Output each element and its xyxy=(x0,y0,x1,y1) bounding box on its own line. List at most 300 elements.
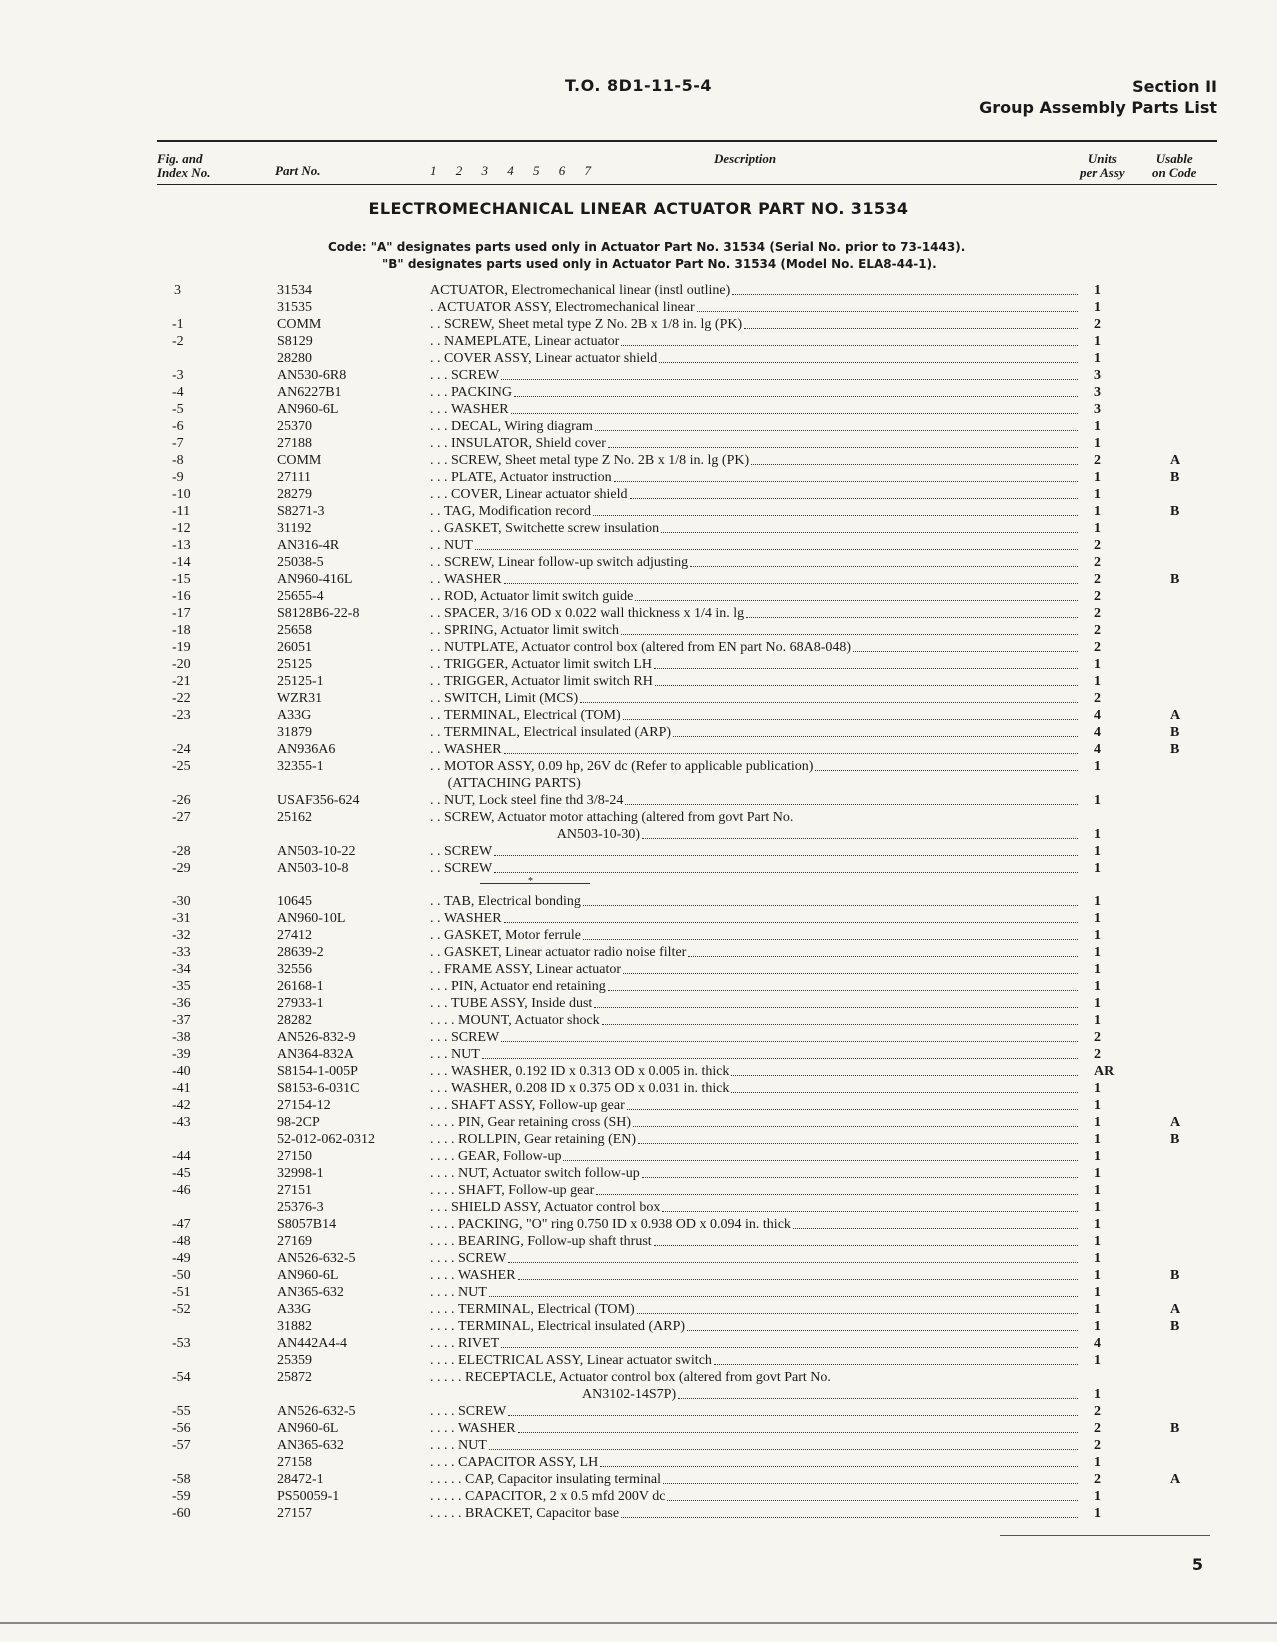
dot-leader xyxy=(627,1097,1078,1110)
description-text: RECEPTACLE, Actuator control box (altered from govt Part No. xyxy=(465,1370,831,1385)
table-row xyxy=(0,1233,1277,1250)
units-per-assy-cell: AR xyxy=(1094,1064,1115,1079)
fig-index-cell: -21 xyxy=(172,674,191,689)
description-cell xyxy=(430,758,1080,792)
indent-dots: . . . . xyxy=(430,1421,458,1436)
description-cell xyxy=(430,282,1080,299)
units-per-assy-cell: 1 xyxy=(1094,793,1101,808)
units-per-assy-cell: 1 xyxy=(1094,759,1101,774)
table-row xyxy=(0,1369,1277,1403)
parts-table xyxy=(0,282,1277,1522)
description-text: WASHER xyxy=(451,402,509,417)
part-number-cell: 32556 xyxy=(277,962,312,977)
fig-index-cell: -48 xyxy=(172,1234,191,1249)
units-per-assy-cell: 1 xyxy=(1094,1081,1101,1096)
description-cell xyxy=(430,605,1080,622)
table-row xyxy=(0,673,1277,690)
units-per-assy-cell: 2 xyxy=(1094,555,1101,570)
description-cell xyxy=(430,656,1080,673)
indent-dots: . . . xyxy=(430,979,451,994)
indent-dots: . . . . xyxy=(430,1115,458,1130)
dot-leader xyxy=(633,1114,1078,1127)
fig-index-cell: -55 xyxy=(172,1404,191,1419)
description-text: SHIELD ASSY, Actuator control box xyxy=(451,1200,661,1215)
fig-index-cell: -13 xyxy=(172,538,191,553)
usable-on-code-cell: B xyxy=(1170,725,1180,740)
part-number-cell: AN960-6L xyxy=(277,1421,339,1436)
description-text: WASHER, 0.192 ID x 0.313 OD x 0.005 in. thick xyxy=(451,1064,730,1079)
part-number-cell: 31879 xyxy=(277,725,312,740)
dot-leader xyxy=(662,1199,1078,1212)
dot-leader xyxy=(655,673,1078,686)
description-cell xyxy=(430,910,1080,927)
fig-index-cell: -6 xyxy=(172,419,184,434)
description-text: TAG, Modification record xyxy=(444,504,591,519)
fig-index-cell: -32 xyxy=(172,928,191,943)
description-text: SCREW xyxy=(451,368,500,383)
units-per-assy-cell: 2 xyxy=(1094,691,1101,706)
part-number-cell: WZR31 xyxy=(277,691,323,706)
indent-dots: . . xyxy=(430,589,444,604)
description-cell xyxy=(430,1454,1080,1471)
part-number-cell: 27158 xyxy=(277,1455,312,1470)
description-cell xyxy=(430,435,1080,452)
units-per-assy-cell: 1 xyxy=(1094,1319,1101,1334)
table-row xyxy=(0,520,1277,537)
table-row xyxy=(0,758,1277,792)
fig-index-cell: -52 xyxy=(172,1302,191,1317)
units-per-assy-cell: 1 xyxy=(1094,1251,1101,1266)
indent-dots: . . . . xyxy=(430,1438,458,1453)
part-number-cell: 25655-4 xyxy=(277,589,324,604)
usable-on-code-cell: A xyxy=(1170,1302,1181,1317)
indent-dots: . . . . xyxy=(430,1166,458,1181)
parts-list-title: ELECTROMECHANICAL LINEAR ACTUATOR PART NO. 31534 xyxy=(368,199,909,218)
units-per-assy-cell: 2 xyxy=(1094,1438,1101,1453)
table-row xyxy=(0,1488,1277,1505)
dot-leader xyxy=(623,961,1078,974)
part-number-cell: 27188 xyxy=(277,436,312,451)
description-cell xyxy=(430,843,1080,860)
dot-leader xyxy=(714,1352,1078,1365)
dot-leader xyxy=(697,299,1078,312)
part-number-cell: 25125 xyxy=(277,657,312,672)
units-per-assy-cell: 3 xyxy=(1094,385,1101,400)
dot-leader xyxy=(501,1335,1078,1348)
dot-leader xyxy=(687,1318,1078,1331)
dot-leader xyxy=(489,1437,1078,1450)
indent-dots: . . . xyxy=(430,436,451,451)
part-number-cell: AN503-10-22 xyxy=(277,844,356,859)
description-cell xyxy=(430,1267,1080,1284)
units-per-assy-cell: 1 xyxy=(1094,1013,1101,1028)
description-text: WASHER xyxy=(458,1421,516,1436)
units-per-assy-cell: 3 xyxy=(1094,368,1101,383)
description-cell xyxy=(430,520,1080,537)
table-row xyxy=(0,1182,1277,1199)
description-cell xyxy=(430,1233,1080,1250)
section-title: Group Assembly Parts List xyxy=(979,98,1217,117)
table-row xyxy=(0,1403,1277,1420)
part-number-cell: AN365-632 xyxy=(277,1438,344,1453)
description-cell xyxy=(430,1301,1080,1318)
description-cell xyxy=(430,333,1080,350)
dot-leader xyxy=(475,537,1078,550)
description-text: FRAME ASSY, Linear actuator xyxy=(444,962,622,977)
units-per-assy-cell: 4 xyxy=(1094,708,1101,723)
description-text: TRIGGER, Actuator limit switch LH xyxy=(444,657,653,672)
indent-dots: . . . . xyxy=(430,1251,458,1266)
dot-leader xyxy=(596,1182,1078,1195)
indent-dots: . . . xyxy=(430,1047,451,1062)
table-row xyxy=(0,1114,1277,1131)
units-per-assy-cell: 1 xyxy=(1094,657,1101,672)
table-row xyxy=(0,1029,1277,1046)
indent-dots: . . xyxy=(430,861,444,876)
table-row xyxy=(0,1267,1277,1284)
part-number-cell: 32355-1 xyxy=(277,759,324,774)
fig-index-cell: -17 xyxy=(172,606,191,621)
table-row xyxy=(0,1012,1277,1029)
units-per-assy-cell: 1 xyxy=(1094,945,1101,960)
fig-index-cell: -4 xyxy=(172,385,184,400)
units-per-assy-cell: 2 xyxy=(1094,589,1101,604)
description-cell xyxy=(430,809,1080,843)
description-continuation: AN3102-14S7P) xyxy=(582,1387,677,1402)
table-row xyxy=(0,554,1277,571)
dot-leader xyxy=(583,927,1078,940)
footer-rule xyxy=(1000,1535,1210,1536)
dot-leader xyxy=(625,792,1078,805)
dot-leader xyxy=(494,860,1078,873)
description-cell xyxy=(430,1148,1080,1165)
fig-index-cell: -19 xyxy=(172,640,191,655)
description-text: GASKET, Motor ferrule xyxy=(444,928,581,943)
description-cell xyxy=(430,1471,1080,1488)
units-per-assy-cell: 1 xyxy=(1094,911,1101,926)
units-per-assy-cell: 2 xyxy=(1094,1047,1101,1062)
fig-index-cell: -18 xyxy=(172,623,191,638)
indent-dots: . . . . . xyxy=(430,1370,465,1385)
description-text: WASHER, 0.208 ID x 0.375 OD x 0.031 in. thick xyxy=(451,1081,730,1096)
usable-on-code-cell: B xyxy=(1170,1132,1180,1147)
fig-index-cell: -15 xyxy=(172,572,191,587)
part-number-cell: 27111 xyxy=(277,470,311,485)
indent-dots: . . xyxy=(430,708,444,723)
description-text: SCREW xyxy=(458,1404,507,1419)
fig-index-cell: -12 xyxy=(172,521,191,536)
dot-leader xyxy=(600,1454,1078,1467)
indent-dots: . . . . . xyxy=(430,1506,465,1521)
indent-dots: . . xyxy=(430,894,444,909)
fig-index-cell: -3 xyxy=(172,368,184,383)
units-per-assy-cell: 1 xyxy=(1094,283,1101,298)
description-cell xyxy=(430,1437,1080,1454)
table-row xyxy=(0,860,1277,877)
indent-dots: . . xyxy=(430,538,444,553)
part-number-cell: PS50059-1 xyxy=(277,1489,340,1504)
dot-leader xyxy=(504,741,1078,754)
column-header-units xyxy=(1080,152,1125,180)
dot-leader xyxy=(494,843,1078,856)
dot-leader xyxy=(659,350,1078,363)
units-per-assy-cell: 2 xyxy=(1094,1421,1101,1436)
description-cell xyxy=(430,1114,1080,1131)
indent-dots: . . . . xyxy=(430,1132,458,1147)
description-cell xyxy=(430,792,1080,809)
part-number-cell: AN960-6L xyxy=(277,402,339,417)
part-number-cell: AN6227B1 xyxy=(277,385,342,400)
description-text: WASHER xyxy=(458,1268,516,1283)
indent-dots: . . xyxy=(430,945,444,960)
indent-dots: . . . xyxy=(430,470,451,485)
dot-leader xyxy=(623,707,1078,720)
indent-dots: . . . xyxy=(430,1200,451,1215)
description-text: COVER, Linear actuator shield xyxy=(451,487,628,502)
description-cell xyxy=(430,639,1080,656)
description-cell xyxy=(430,1012,1080,1029)
dot-leader xyxy=(594,995,1078,1008)
part-number-cell: 31882 xyxy=(277,1319,312,1334)
fig-index-cell: -27 xyxy=(172,810,191,825)
indent-dots: . . . xyxy=(430,1064,451,1079)
table-row xyxy=(0,893,1277,910)
units-per-assy-cell: 4 xyxy=(1094,725,1101,740)
units-per-assy-cell: 1 xyxy=(1094,1132,1101,1147)
fig-index-cell: -25 xyxy=(172,759,191,774)
description-text: TERMINAL, Electrical insulated (ARP) xyxy=(458,1319,686,1334)
table-row xyxy=(0,537,1277,554)
dot-leader xyxy=(688,944,1078,957)
dot-leader xyxy=(630,486,1078,499)
description-text: BRACKET, Capacitor base xyxy=(465,1506,620,1521)
part-number-cell: 25162 xyxy=(277,810,312,825)
indent-dots: . . . . xyxy=(430,1302,458,1317)
units-per-assy-cell: 1 xyxy=(1094,1506,1101,1521)
fig-index-cell: -42 xyxy=(172,1098,191,1113)
part-number-cell: S8057B14 xyxy=(277,1217,337,1232)
dot-leader xyxy=(678,1386,1078,1399)
part-number-cell: 27150 xyxy=(277,1149,312,1164)
dot-leader xyxy=(621,1505,1078,1518)
description-cell xyxy=(430,1488,1080,1505)
fig-index-cell: -16 xyxy=(172,589,191,604)
table-row xyxy=(0,469,1277,486)
dot-leader xyxy=(667,1488,1078,1501)
dot-leader xyxy=(654,1233,1078,1246)
part-number-cell: AN530-6R8 xyxy=(277,368,347,383)
description-cell xyxy=(430,1284,1080,1301)
fig-index-cell: -40 xyxy=(172,1064,191,1079)
fig-index-cell: -22 xyxy=(172,691,191,706)
table-row xyxy=(0,724,1277,741)
description-text: SCREW xyxy=(444,861,493,876)
indent-dots: . . . xyxy=(430,996,451,1011)
part-number-cell: S8271-3 xyxy=(277,504,325,519)
indent-dots: . . . . . xyxy=(430,1472,465,1487)
description-text: TRIGGER, Actuator limit switch RH xyxy=(444,674,653,689)
part-number-cell: AN936A6 xyxy=(277,742,336,757)
description-text: COVER ASSY, Linear actuator shield xyxy=(444,351,658,366)
table-row xyxy=(0,1097,1277,1114)
part-number-cell: 26051 xyxy=(277,640,312,655)
units-per-assy-cell: 2 xyxy=(1094,538,1101,553)
table-row xyxy=(0,401,1277,418)
part-number-cell: AN526-832-9 xyxy=(277,1030,356,1045)
units-per-assy-cell: 1 xyxy=(1094,827,1101,842)
units-per-assy-cell: 1 xyxy=(1094,470,1101,485)
dot-leader xyxy=(602,1012,1078,1025)
column-header-units-line2: per Assy xyxy=(1080,165,1125,180)
usable-on-code-cell: B xyxy=(1170,504,1180,519)
table-row xyxy=(0,299,1277,316)
part-number-cell: 31535 xyxy=(277,300,312,315)
units-per-assy-cell: 1 xyxy=(1094,351,1101,366)
dot-leader xyxy=(501,1029,1078,1042)
dot-leader xyxy=(581,775,1080,792)
description-cell xyxy=(430,707,1080,724)
dot-leader xyxy=(508,1403,1078,1416)
indent-dots: . . xyxy=(430,555,444,570)
part-number-cell: S8154-1-005P xyxy=(277,1064,358,1079)
description-text: WASHER xyxy=(444,911,502,926)
fig-index-cell: -58 xyxy=(172,1472,191,1487)
description-cell xyxy=(430,401,1080,418)
fig-index-cell: -26 xyxy=(172,793,191,808)
description-text: TAB, Electrical bonding xyxy=(444,894,581,909)
column-header-fig-index xyxy=(157,152,210,180)
description-cell xyxy=(430,1420,1080,1437)
description-cell xyxy=(430,469,1080,486)
description-cell xyxy=(430,1318,1080,1335)
description-cell xyxy=(430,1335,1080,1352)
description-text: SCREW, Sheet metal type Z No. 2B x 1/8 in. lg (PK) xyxy=(451,453,750,468)
indent-dots: . . . xyxy=(430,487,451,502)
indent-dots: . . . . xyxy=(430,1149,458,1164)
table-row xyxy=(0,1318,1277,1335)
units-per-assy-cell: 1 xyxy=(1094,844,1101,859)
indent-dots: . . xyxy=(430,504,444,519)
part-number-cell: AN526-632-5 xyxy=(277,1251,356,1266)
description-text: GEAR, Follow-up xyxy=(458,1149,562,1164)
dot-leader xyxy=(563,1148,1078,1161)
part-number-cell: 26168-1 xyxy=(277,979,324,994)
fig-index-cell: -60 xyxy=(172,1506,191,1521)
part-number-cell: 25125-1 xyxy=(277,674,324,689)
description-text: CAPACITOR, 2 x 0.5 mfd 200V dc xyxy=(465,1489,666,1504)
description-cell xyxy=(430,367,1080,384)
description-cell xyxy=(430,1199,1080,1216)
description-text: SPACER, 3/16 OD x 0.022 wall thickness x 1/4 in. lg xyxy=(444,606,745,621)
indent-dots: . . xyxy=(430,623,444,638)
units-per-assy-cell: 1 xyxy=(1094,436,1101,451)
table-row xyxy=(0,927,1277,944)
column-header-units-line1: Units xyxy=(1087,151,1117,166)
units-per-assy-cell: 2 xyxy=(1094,1472,1101,1487)
part-number-cell: 28280 xyxy=(277,351,312,366)
part-number-cell: AN960-416L xyxy=(277,572,353,587)
part-number-cell: 25359 xyxy=(277,1353,312,1368)
description-cell xyxy=(430,571,1080,588)
description-text: TUBE ASSY, Inside dust xyxy=(451,996,593,1011)
part-number-cell: 27412 xyxy=(277,928,312,943)
table-row xyxy=(0,435,1277,452)
separator-line xyxy=(480,883,590,884)
description-cell xyxy=(430,1029,1080,1046)
units-per-assy-cell: 1 xyxy=(1094,1098,1101,1113)
dot-leader xyxy=(815,758,1078,771)
part-number-cell: 28639-2 xyxy=(277,945,324,960)
units-per-assy-cell: 1 xyxy=(1094,1455,1101,1470)
table-row xyxy=(0,978,1277,995)
fig-index-cell: -9 xyxy=(172,470,184,485)
fig-index-cell: -35 xyxy=(172,979,191,994)
table-row xyxy=(0,588,1277,605)
part-number-cell: 32998-1 xyxy=(277,1166,324,1181)
description-text: SCREW xyxy=(458,1251,507,1266)
dot-leader xyxy=(831,1369,1080,1386)
description-text: PIN, Actuator end retaining xyxy=(451,979,606,994)
table-row xyxy=(0,1080,1277,1097)
fig-index-cell: -11 xyxy=(172,504,191,519)
description-cell xyxy=(430,1216,1080,1233)
indent-dots: . . . . xyxy=(430,1268,458,1283)
code-notes xyxy=(328,239,965,273)
table-row xyxy=(0,1420,1277,1437)
description-text: NUTPLATE, Actuator control box (altered from EN part No. 68A8-048) xyxy=(444,640,852,655)
dot-leader xyxy=(661,520,1078,533)
dot-leader xyxy=(731,1080,1078,1093)
part-number-cell: USAF356-624 xyxy=(277,793,360,808)
part-number-cell: AN960-6L xyxy=(277,1268,339,1283)
description-cell xyxy=(430,554,1080,571)
indent-dots: . . xyxy=(430,810,444,825)
table-row xyxy=(0,605,1277,622)
table-row xyxy=(0,1216,1277,1233)
table-row xyxy=(0,910,1277,927)
units-per-assy-cell: 1 xyxy=(1094,334,1101,349)
table-row xyxy=(0,639,1277,656)
description-text: GASKET, Linear actuator radio noise filter xyxy=(444,945,687,960)
part-number-cell: A33G xyxy=(277,708,312,723)
table-row xyxy=(0,1284,1277,1301)
table-row xyxy=(0,707,1277,724)
dot-leader xyxy=(614,469,1078,482)
table-row xyxy=(0,961,1277,978)
description-cell xyxy=(430,622,1080,639)
fig-index-cell: -45 xyxy=(172,1166,191,1181)
page-edge xyxy=(0,1622,1277,1624)
description-text: NUT, Lock steel fine thd 3/8-24 xyxy=(444,793,624,808)
part-number-cell: 27933-1 xyxy=(277,996,324,1011)
description-cell xyxy=(430,944,1080,961)
description-text: NUT xyxy=(458,1438,487,1453)
fig-index-cell: -24 xyxy=(172,742,191,757)
dot-leader xyxy=(608,435,1078,448)
indent-dots: . . . . xyxy=(430,1183,458,1198)
indent-dots: . . xyxy=(430,742,444,757)
units-per-assy-cell: 1 xyxy=(1094,674,1101,689)
units-per-assy-cell: 2 xyxy=(1094,606,1101,621)
dot-leader xyxy=(504,910,1078,923)
indent-dots: . . xyxy=(430,759,444,774)
dot-leader xyxy=(635,588,1078,601)
fig-index-cell: -20 xyxy=(172,657,191,672)
column-header-code-line2: on Code xyxy=(1152,165,1197,180)
table-row xyxy=(0,1063,1277,1080)
description-text: SPRING, Actuator limit switch xyxy=(444,623,619,638)
fig-index-cell: -46 xyxy=(172,1183,191,1198)
